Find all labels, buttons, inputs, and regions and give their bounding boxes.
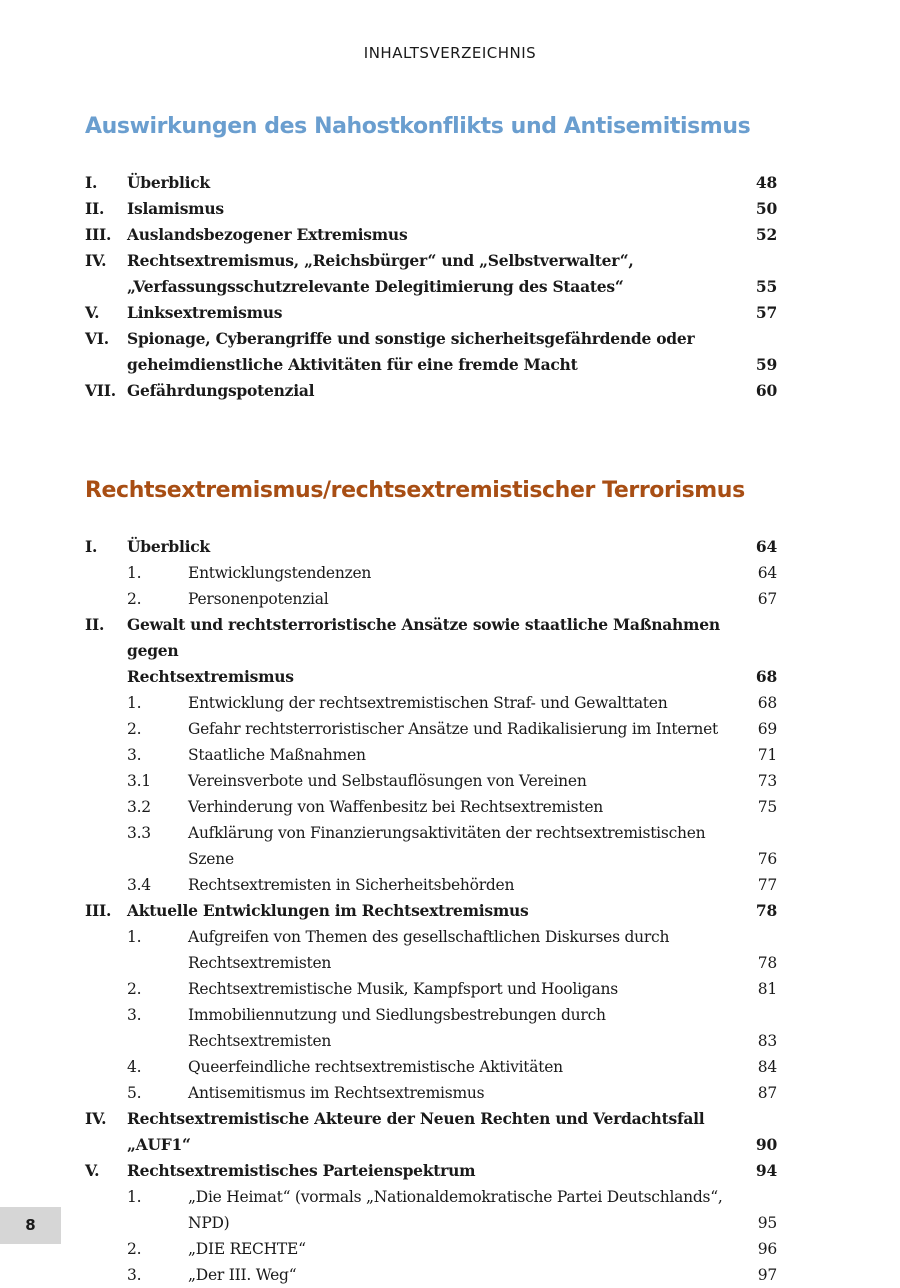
entry-number: 3.4 bbox=[127, 876, 151, 894]
entry-page-number: 78 bbox=[757, 954, 777, 972]
entry-number: 3.2 bbox=[127, 798, 151, 816]
entry-title-line: Antisemitismus im Rechtsextremismus bbox=[188, 1084, 485, 1102]
toc-entry[interactable] bbox=[85, 534, 777, 560]
entry-title bbox=[188, 924, 737, 976]
toc-entry[interactable] bbox=[85, 1184, 777, 1236]
entry-title-line: Aufgreifen von Themen des gesellschaftlichen Diskurses durch bbox=[188, 928, 670, 946]
entry-page-number: 94 bbox=[755, 1161, 777, 1180]
entry-title-line: Auslandsbezogener Extremismus bbox=[127, 225, 408, 244]
section-title-nahostkonflikt: Auswirkungen des Nahostkonflikts und Antisemitismus bbox=[85, 114, 751, 139]
entry-page-number: 68 bbox=[757, 694, 777, 712]
entry-title-line: Queerfeindliche rechtsextremistische Aktivitäten bbox=[188, 1058, 563, 1076]
entry-title-line: Gefahr rechtsterroristischer Ansätze und Radikalisierung im Internet bbox=[188, 720, 719, 738]
entry-title bbox=[127, 612, 737, 690]
entry-number: 2. bbox=[127, 720, 142, 738]
entry-title bbox=[188, 560, 737, 586]
toc-entry[interactable] bbox=[85, 1236, 777, 1262]
entry-title bbox=[188, 1236, 737, 1262]
entry-title-line: Immobiliennutzung und Siedlungsbestrebungen durch bbox=[188, 1006, 606, 1024]
entry-title-line: Rechtsextremistische Musik, Kampfsport und Hooligans bbox=[188, 980, 618, 998]
entry-title bbox=[188, 872, 737, 898]
entry-page-number: 68 bbox=[755, 667, 777, 686]
entry-title-line: Vereinsverbote und Selbstauflösungen von Vereinen bbox=[188, 772, 587, 790]
entry-page-number: 73 bbox=[757, 772, 777, 790]
entry-title bbox=[188, 976, 737, 1002]
entry-number: 2. bbox=[127, 1240, 142, 1258]
entry-number: 1. bbox=[127, 928, 142, 946]
entry-title bbox=[127, 248, 737, 300]
entry-title-line: Personenpotenzial bbox=[188, 590, 329, 608]
entry-number: V. bbox=[85, 1161, 100, 1180]
running-header: INHALTSVERZEICHNIS bbox=[363, 44, 537, 62]
toc-entry[interactable] bbox=[85, 1262, 777, 1288]
entry-title bbox=[188, 1080, 737, 1106]
entry-title-line: Rechtsextremistische Akteure der Neuen Rechten und Verdachtsfall „AUF1“ bbox=[127, 1109, 705, 1154]
toc-entry[interactable] bbox=[85, 768, 777, 794]
toc-entry[interactable] bbox=[85, 794, 777, 820]
toc-entry[interactable] bbox=[85, 1002, 777, 1054]
entry-page-number: 64 bbox=[757, 564, 777, 582]
entry-number: 3. bbox=[127, 746, 142, 764]
entry-number: VI. bbox=[85, 329, 109, 348]
toc-entry[interactable] bbox=[85, 742, 777, 768]
page-number: 8 bbox=[0, 1207, 61, 1244]
entry-title bbox=[188, 690, 737, 716]
entry-number: 3. bbox=[127, 1266, 142, 1284]
entry-title-line: Gefährdungspotenzial bbox=[127, 381, 315, 400]
toc-entry[interactable] bbox=[85, 222, 777, 248]
entry-title bbox=[127, 326, 737, 378]
toc-entry[interactable] bbox=[85, 924, 777, 976]
entry-title-line: Rechtsextremisten bbox=[188, 1032, 332, 1050]
entry-title bbox=[127, 378, 737, 404]
toc-entry[interactable] bbox=[85, 378, 777, 404]
entry-title-line: Rechtsextremismus, „Reichsbürger“ und „Selbstverwalter“, bbox=[127, 251, 634, 270]
entry-page-number: 52 bbox=[755, 225, 777, 244]
toc-list-rechtsextremismus bbox=[85, 534, 777, 1288]
entry-page-number: 76 bbox=[757, 850, 777, 868]
toc-entry[interactable] bbox=[85, 248, 777, 300]
entry-title-line: „Die Heimat“ (vormals „Nationaldemokratische Partei Deutschlands“, bbox=[188, 1188, 723, 1206]
toc-entry[interactable] bbox=[85, 196, 777, 222]
entry-page-number: 71 bbox=[757, 746, 777, 764]
entry-page-number: 84 bbox=[757, 1058, 777, 1076]
entry-title-line: Rechtsextremisten bbox=[188, 954, 332, 972]
entry-title bbox=[188, 716, 737, 742]
entry-number: V. bbox=[85, 303, 100, 322]
entry-page-number: 67 bbox=[757, 590, 777, 608]
entry-number: 4. bbox=[127, 1058, 142, 1076]
entry-number: I. bbox=[85, 173, 98, 192]
entry-page-number: 50 bbox=[755, 199, 777, 218]
entry-title-line: Rechtsextremismus bbox=[127, 667, 294, 686]
entry-title-line: Rechtsextremistisches Parteienspektrum bbox=[127, 1161, 476, 1180]
entry-page-number: 87 bbox=[757, 1084, 777, 1102]
toc-entry[interactable] bbox=[85, 612, 777, 690]
entry-title-line: Islamismus bbox=[127, 199, 224, 218]
entry-title-line: Rechtsextremisten in Sicherheitsbehörden bbox=[188, 876, 515, 894]
toc-entry[interactable] bbox=[85, 690, 777, 716]
entry-title bbox=[188, 820, 737, 872]
section-title-rechtsextremismus: Rechtsextremismus/rechtsextremistischer Terrorismus bbox=[85, 478, 745, 503]
entry-title bbox=[127, 222, 737, 248]
entry-title bbox=[188, 742, 737, 768]
entry-page-number: 95 bbox=[757, 1214, 777, 1232]
entry-page-number: 64 bbox=[755, 537, 777, 556]
entry-title bbox=[127, 1158, 737, 1184]
toc-entry[interactable] bbox=[85, 976, 777, 1002]
entry-title-line: Überblick bbox=[127, 173, 210, 192]
entry-title bbox=[188, 768, 737, 794]
entry-title bbox=[188, 1054, 737, 1080]
entry-title-line: „DIE RECHTE“ bbox=[188, 1240, 306, 1258]
toc-entry[interactable] bbox=[85, 1054, 777, 1080]
entry-title-line: Staatliche Maßnahmen bbox=[188, 746, 366, 764]
entry-number: 3. bbox=[127, 1006, 142, 1024]
toc-entry[interactable] bbox=[85, 716, 777, 742]
toc-entry[interactable] bbox=[85, 898, 777, 924]
entry-title-line: Verhinderung von Waffenbesitz bei Rechtsextremisten bbox=[188, 798, 604, 816]
entry-number: IV. bbox=[85, 251, 107, 270]
toc-entry[interactable] bbox=[85, 300, 777, 326]
toc-entry[interactable] bbox=[85, 1106, 777, 1158]
entry-title bbox=[188, 1002, 737, 1054]
entry-number: III. bbox=[85, 225, 112, 244]
entry-title bbox=[127, 534, 737, 560]
entry-title-line: Überblick bbox=[127, 537, 210, 556]
entry-page-number: 78 bbox=[755, 901, 777, 920]
entry-page-number: 60 bbox=[755, 381, 777, 400]
entry-title-line: „Der III. Weg“ bbox=[188, 1266, 297, 1284]
entry-page-number: 69 bbox=[757, 720, 777, 738]
entry-title-line: geheimdienstliche Aktivitäten für eine fremde Macht bbox=[127, 355, 578, 374]
entry-number: VII. bbox=[85, 381, 116, 400]
entry-title bbox=[127, 170, 737, 196]
toc-entry[interactable] bbox=[85, 820, 777, 872]
entry-page-number: 83 bbox=[757, 1032, 777, 1050]
entry-page-number: 81 bbox=[757, 980, 777, 998]
entry-number: I. bbox=[85, 537, 98, 556]
entry-title bbox=[127, 196, 737, 222]
toc-entry[interactable] bbox=[85, 560, 777, 586]
entry-number: II. bbox=[85, 615, 105, 634]
entry-title bbox=[127, 300, 737, 326]
entry-title bbox=[188, 1262, 737, 1288]
entry-title bbox=[188, 586, 737, 612]
entry-page-number: 96 bbox=[757, 1240, 777, 1258]
entry-title-line: NPD) bbox=[188, 1214, 230, 1232]
entry-number: II. bbox=[85, 199, 105, 218]
toc-entry[interactable] bbox=[85, 326, 777, 378]
entry-page-number: 90 bbox=[755, 1135, 777, 1154]
entry-page-number: 75 bbox=[757, 798, 777, 816]
entry-page-number: 77 bbox=[757, 876, 777, 894]
entry-title-line: Spionage, Cyberangriffe und sonstige sicherheitsgefährdende oder bbox=[127, 329, 695, 348]
toc-entry[interactable] bbox=[85, 1158, 777, 1184]
entry-page-number: 97 bbox=[757, 1266, 777, 1284]
entry-title bbox=[188, 794, 737, 820]
toc-entry[interactable] bbox=[85, 872, 777, 898]
entry-page-number: 48 bbox=[755, 173, 777, 192]
entry-number: 2. bbox=[127, 590, 142, 608]
entry-title bbox=[127, 1106, 737, 1158]
entry-number: III. bbox=[85, 901, 112, 920]
entry-title-line: Gewalt und rechtsterroristische Ansätze sowie staatliche Maßnahmen gegen bbox=[127, 615, 720, 660]
entry-title-line: Linksextremismus bbox=[127, 303, 283, 322]
entry-number: 1. bbox=[127, 564, 142, 582]
entry-number: 1. bbox=[127, 1188, 142, 1206]
entry-number: 3.1 bbox=[127, 772, 151, 790]
entry-title-line: „Verfassungsschutzrelevante Delegitimierung des Staates“ bbox=[127, 277, 624, 296]
entry-title bbox=[188, 1184, 737, 1236]
toc-list-nahostkonflikt bbox=[85, 170, 777, 404]
entry-page-number: 59 bbox=[755, 355, 777, 374]
entry-title-line: Entwicklungstendenzen bbox=[188, 564, 372, 582]
entry-page-number: 55 bbox=[755, 277, 777, 296]
toc-entry[interactable] bbox=[85, 170, 777, 196]
entry-number: 1. bbox=[127, 694, 142, 712]
entry-title-line: Aktuelle Entwicklungen im Rechtsextremismus bbox=[127, 901, 529, 920]
entry-page-number: 57 bbox=[755, 303, 777, 322]
toc-entry[interactable] bbox=[85, 1080, 777, 1106]
toc-entry[interactable] bbox=[85, 586, 777, 612]
entry-title bbox=[127, 898, 737, 924]
entry-number: IV. bbox=[85, 1109, 107, 1128]
entry-title-line: Aufklärung von Finanzierungsaktivitäten der rechtsextremistischen Szene bbox=[188, 824, 706, 868]
entry-number: 3.3 bbox=[127, 824, 151, 842]
entry-number: 2. bbox=[127, 980, 142, 998]
entry-number: 5. bbox=[127, 1084, 142, 1102]
entry-title-line: Entwicklung der rechtsextremistischen Straf- und Gewalttaten bbox=[188, 694, 668, 712]
